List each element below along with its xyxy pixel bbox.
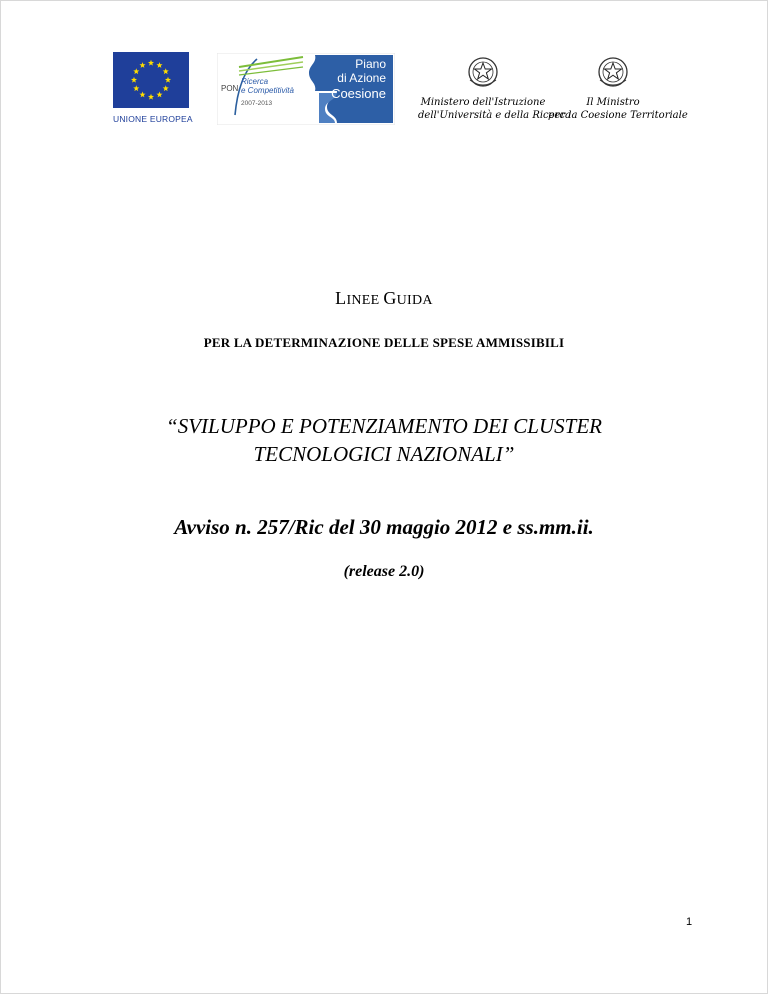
document-heading	[0, 288, 768, 309]
eu-flag-icon	[113, 52, 189, 108]
eu-star-icon	[163, 85, 169, 91]
italian-emblem-icon	[466, 54, 500, 90]
pon-years-text: 2007-2013	[241, 100, 273, 107]
eu-logo	[113, 52, 191, 124]
pon-pac-logo	[217, 53, 395, 125]
italian-emblem-icon	[596, 54, 630, 90]
project-title-line-2: TECNOLOGICI NAZIONALI”	[253, 442, 515, 466]
eu-star-icon	[139, 62, 145, 68]
heading-rest-2: UIDA	[396, 293, 433, 308]
pon-ricerca-text: Ricerca	[241, 77, 269, 86]
project-title	[0, 412, 768, 468]
eu-star-icon	[156, 62, 162, 68]
eu-star-icon	[148, 94, 154, 100]
ministro-coesione-logo	[548, 54, 688, 122]
pon-competitivita-text: e Competitività	[241, 86, 294, 95]
ministry-istruzione-logo	[418, 54, 571, 122]
eu-star-icon	[131, 77, 137, 83]
pac-line-2: di Azione	[337, 71, 386, 85]
heading-initial-1: L	[335, 288, 347, 308]
logo-strip	[0, 0, 768, 160]
eu-star-icon	[133, 85, 139, 91]
eu-star-icon	[165, 77, 171, 83]
eu-star-icon	[148, 60, 154, 66]
eu-star-icon	[139, 92, 145, 98]
page-number: 1	[686, 916, 693, 928]
eu-star-icon	[156, 92, 162, 98]
ministry-1-line-2: dell'Università e della Ricerca	[418, 110, 571, 121]
ministry-1-line-1: Ministero dell'Istruzione	[420, 97, 546, 108]
eu-star-icon	[133, 68, 139, 74]
eu-star-icon	[163, 68, 169, 74]
ministry-2-line-1: Il Ministro	[586, 97, 640, 108]
pon-text: PON	[221, 84, 239, 93]
eu-caption: UNIONE EUROPEA	[113, 114, 193, 124]
pac-line-1: Piano	[355, 57, 386, 71]
release-version: (release 2.0)	[343, 563, 425, 580]
ministry-2-line-2: per la Coesione Territoriale	[548, 110, 688, 121]
document-subheading: PER LA DETERMINAZIONE DELLE SPESE AMMISSIBILI	[203, 335, 565, 350]
heading-rest-1: INEE	[346, 293, 384, 308]
notice-reference: Avviso n. 257/Ric del 30 maggio 2012 e ss.mm.ii.	[174, 515, 594, 539]
pac-line-3: Coesione	[331, 86, 386, 101]
project-title-line-1: “SVILUPPO E POTENZIAMENTO DEI CLUSTER	[166, 414, 602, 438]
heading-initial-2: G	[383, 288, 397, 308]
